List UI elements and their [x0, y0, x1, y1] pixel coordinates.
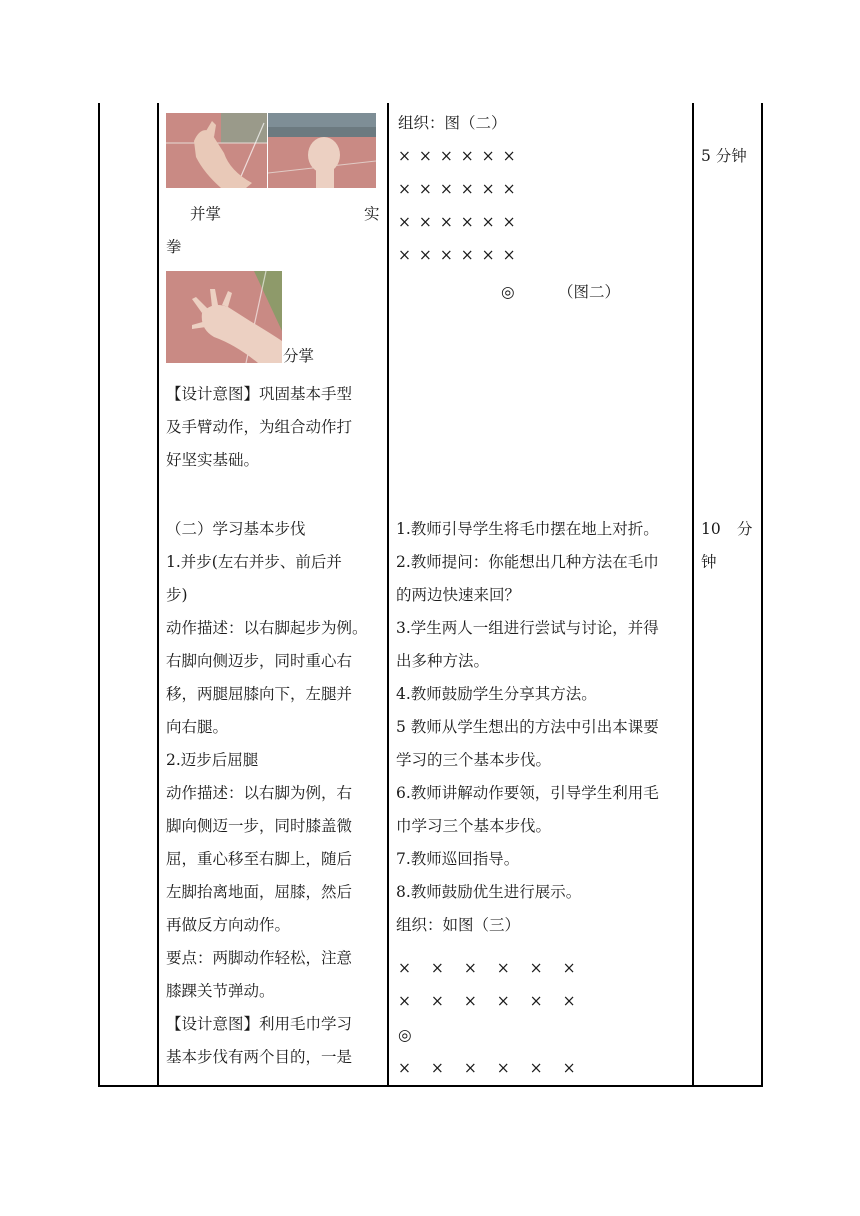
table-border-right	[761, 103, 763, 1087]
design-intent-1-line: 及手臂动作，为组合动作打	[166, 418, 353, 436]
design-intent-1-line: 【设计意图】巩固基本手型	[166, 385, 353, 403]
step-line: 巾学习三个基本步伐。	[396, 817, 552, 835]
step-line: 的两边快速来回？	[396, 586, 521, 604]
step-line: 7.教师巡回指导。	[396, 850, 520, 868]
section-line: 2.迈步后屈腿	[166, 751, 259, 769]
section-line: 步)	[166, 586, 188, 604]
duration-1: 5 分钟	[701, 147, 747, 165]
step-line: 5 教师从学生想出的方法中引出本课要	[396, 718, 659, 736]
photo-fist	[268, 113, 376, 188]
table-divider-2	[387, 103, 389, 1087]
step-line: 3.学生两人一组进行尝试与讨论，并得	[396, 619, 659, 637]
label-fist: 实	[364, 205, 380, 223]
step-line: 出多种方法。	[396, 652, 490, 670]
label-palm-together: 并掌	[190, 205, 222, 223]
table-bottom-border	[98, 1085, 763, 1087]
section-line: 右脚向侧迈步，同时重心右	[166, 652, 353, 670]
table-divider-3	[692, 103, 694, 1087]
org-figure-3-row: × × × × × ×	[398, 959, 576, 977]
section-line: 左脚抬离地面，屈膝，然后	[166, 883, 353, 901]
section-line: 【设计意图】利用毛巾学习	[166, 1015, 353, 1033]
design-intent-1-line: 好坚实基础。	[166, 451, 260, 469]
org-figure-3-row: × × × × × ×	[398, 1059, 576, 1077]
label-open-palm: 分掌	[283, 347, 315, 365]
section-line: 动作描述：以右脚为例，右	[166, 784, 353, 802]
teaching-steps	[396, 513, 688, 942]
section-line: 向右腿。	[166, 718, 229, 736]
duration-2-number: 10	[701, 520, 721, 538]
org-figure-2-row: × × × × × ×	[398, 147, 516, 165]
teacher-position-symbol: ◎	[501, 283, 515, 301]
photo-open-palm	[166, 271, 282, 363]
section-line: 基本步伐有两个目的，一是	[166, 1048, 353, 1066]
org-figure-2-row: × × × × × ×	[398, 213, 516, 231]
org-figure-2-row: × × × × × ×	[398, 246, 516, 264]
design-intent-1	[166, 378, 352, 477]
table-border-left	[98, 103, 100, 1087]
section-basic-steps	[166, 513, 382, 1074]
section-line: 要点：两脚动作轻松，注意	[166, 949, 353, 967]
table-divider-1	[157, 103, 159, 1087]
section-line: 动作描述：以右脚起步为例。	[166, 619, 368, 637]
label-fist-line2: 拳	[166, 238, 182, 256]
section-line: 1.并步(左右并步、前后并	[166, 553, 342, 571]
step-line: 1.教师引导学生将毛巾摆在地上对折。	[396, 520, 659, 538]
duration-2-unit-part1: 分	[737, 520, 753, 538]
section-line: 屈，重心移至右脚上，随后	[166, 850, 353, 868]
org-figure-3-row: × × × × × ×	[398, 992, 576, 1010]
step-line: 组织：如图（三）	[396, 916, 521, 934]
section-line: 再做反方向动作。	[166, 916, 291, 934]
step-line: 6.教师讲解动作要领，引导学生利用毛	[396, 784, 659, 802]
step-line: 8.教师鼓励优生进行展示。	[396, 883, 582, 901]
org-figure-2-caption: （图二）	[558, 283, 621, 301]
section-heading: （二）学习基本步伐	[166, 520, 306, 538]
step-line: 4.教师鼓励学生分享其方法。	[396, 685, 597, 703]
org-figure-2-row: × × × × × ×	[398, 180, 516, 198]
section-line: 膝踝关节弹动。	[166, 982, 275, 1000]
photo-palm-together	[166, 113, 267, 188]
duration-2-unit-part2: 钟	[701, 553, 717, 571]
step-line: 学习的三个基本步伐。	[396, 751, 552, 769]
section-line: 移，两腿屈膝向下，左腿并	[166, 685, 353, 703]
org-figure-2-title: 组织：图（二）	[398, 114, 507, 132]
teacher-position-symbol: ◎	[398, 1026, 412, 1044]
step-line: 2.教师提问：你能想出几种方法在毛巾	[396, 553, 659, 571]
section-line: 脚向侧迈一步，同时膝盖微	[166, 817, 353, 835]
